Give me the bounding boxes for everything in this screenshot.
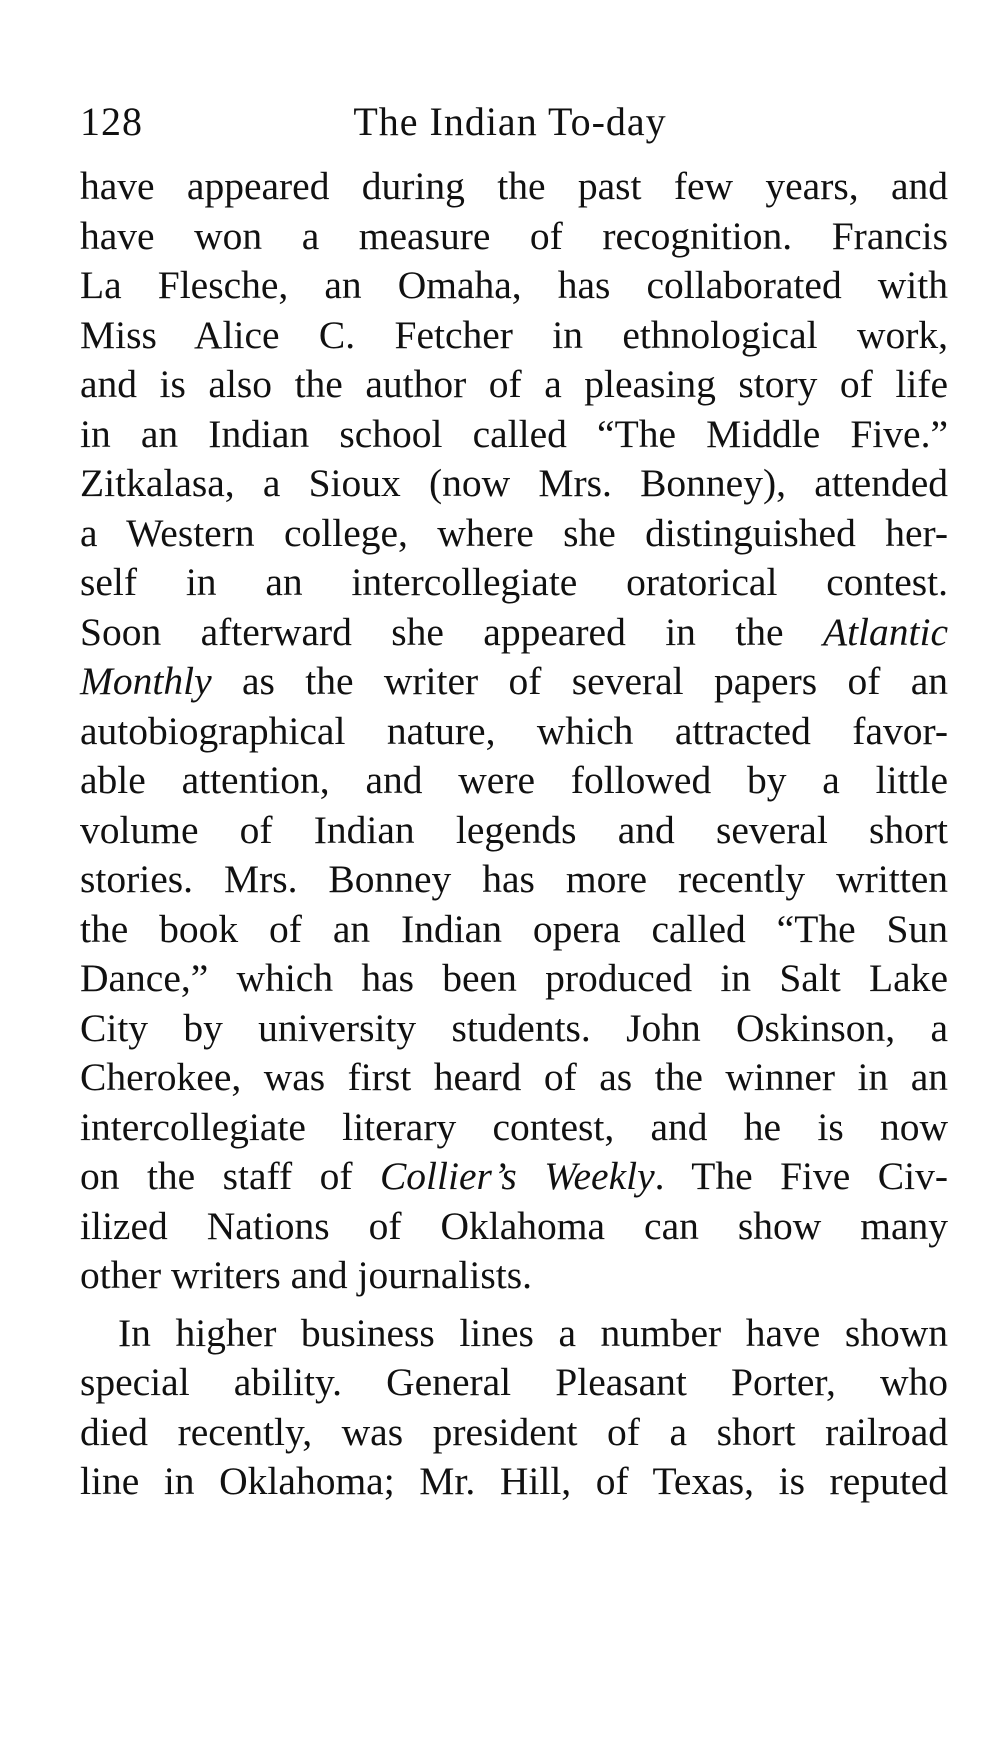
- body-text: [80, 162, 948, 1507]
- text-line: ilized Nations of Oklahoma can show many: [80, 1203, 948, 1248]
- text-line: Dance,” which has been produced in Salt Lake: [80, 956, 948, 1000]
- text-line: stories. Mrs. Bonney has more recently written: [80, 857, 948, 901]
- running-title: The Indian To-day: [353, 99, 667, 144]
- text-line: able attention, and were followed by a little: [80, 758, 948, 802]
- text-line: intercollegiate literary contest, and he is now: [80, 1104, 948, 1149]
- text-line: have appeared during the past few years, and: [80, 164, 948, 208]
- text-line: on the staff of Collier’s Weekly. The Five Civ-: [80, 1154, 948, 1198]
- italic-title: Collier’s Weekly: [379, 1154, 655, 1198]
- text-line: the book of an Indian opera called “The Sun: [80, 906, 948, 951]
- text-line: other writers and journalists.: [80, 1253, 532, 1297]
- text-line: autobiographical nature, which attracted favor-: [80, 708, 948, 753]
- text-line: Cherokee, was first heard of as the winner in an: [80, 1055, 948, 1099]
- text-line: volume of Indian legends and several short: [80, 807, 948, 852]
- text-line: Miss Alice C. Fetcher in ethnological work,: [80, 312, 948, 357]
- text-line: Soon afterward she appeared in the Atlantic: [80, 609, 948, 654]
- text-line: Monthly as the writer of several papers of an: [80, 659, 948, 703]
- text-line: died recently, was president of a short railroad: [80, 1409, 948, 1454]
- paragraph-1: [80, 162, 948, 1301]
- paragraph-2: [80, 1309, 948, 1507]
- text-line: in an Indian school called “The Middle Five.”: [80, 411, 948, 456]
- text-line: and is also the author of a pleasing story of life: [80, 362, 948, 406]
- text-line: special ability. General Pleasant Porter, who: [80, 1360, 948, 1404]
- italic-title: Monthly: [80, 659, 212, 703]
- italic-title: Atlantic: [822, 609, 948, 654]
- text-line: City by university students. John Oskinson, a: [80, 1005, 948, 1050]
- text-line: line in Oklahoma; Mr. Hill, of Texas, is reputed: [80, 1459, 948, 1503]
- running-head: [80, 92, 940, 152]
- text-line: have won a measure of recognition. Francis: [80, 213, 948, 258]
- text-line: La Flesche, an Omaha, has collaborated with: [80, 263, 948, 307]
- text-line: In higher business lines a number have shown: [118, 1310, 948, 1355]
- text-line: self in an intercollegiate oratorical contest.: [80, 560, 948, 604]
- text-line: Zitkalasa, a Sioux (now Mrs. Bonney), attended: [80, 461, 948, 505]
- page-number: 128: [80, 99, 143, 144]
- text-line: a Western college, where she distinguished her-: [80, 510, 948, 555]
